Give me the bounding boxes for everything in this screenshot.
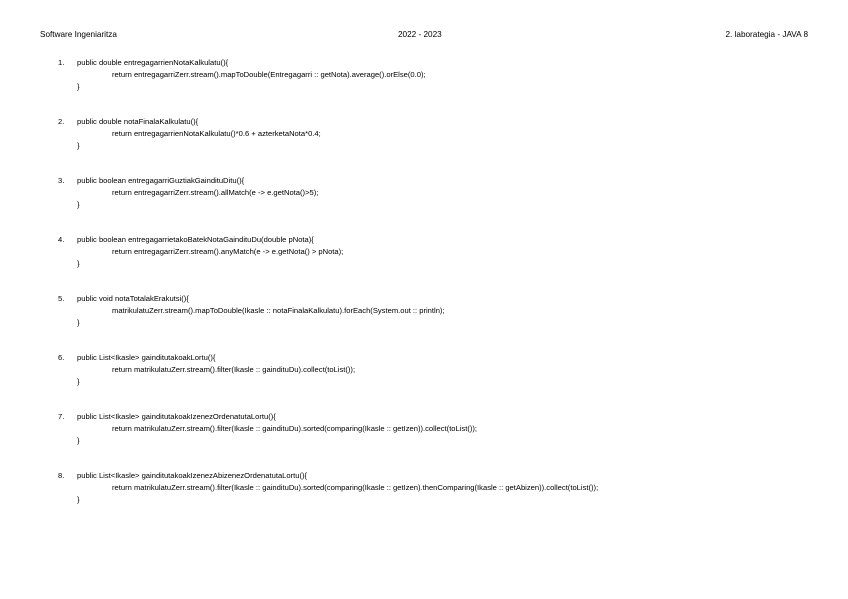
code-item-2 — [40, 116, 830, 175]
item-number: 7. — [58, 412, 65, 421]
page-header — [40, 29, 808, 41]
item-number: 4. — [58, 235, 65, 244]
method-close-brace: } — [77, 377, 80, 386]
method-signature: public void notaTotalakErakutsi(){ — [77, 294, 189, 303]
code-list — [40, 57, 830, 529]
item-number: 8. — [58, 471, 65, 480]
method-body: return entregagarriZerr.stream().anyMatch(e -> e.getNota() > pNota); — [112, 247, 344, 256]
item-number: 6. — [58, 353, 65, 362]
code-item-4 — [40, 234, 830, 293]
method-signature: public List<Ikasle> gainditutakoakLortu(){ — [77, 353, 216, 362]
method-body: matrikulatuZerr.stream().mapToDouble(Ikasle :: notaFinalaKalkulatu).forEach(System.out :: println); — [112, 306, 445, 315]
method-body: return matrikulatuZerr.stream().filter(Ikasle :: gaindituDu).collect(toList()); — [112, 365, 356, 374]
code-item-5 — [40, 293, 830, 352]
item-number: 3. — [58, 176, 65, 185]
header-course-title: Software Ingeniaritza — [40, 30, 117, 39]
method-close-brace: } — [77, 200, 80, 209]
header-lab-title: 2. laborategia - JAVA 8 — [725, 30, 808, 39]
header-academic-year: 2022 - 2023 — [398, 30, 442, 39]
method-signature: public double entregagarrienNotaKalkulatu(){ — [77, 58, 229, 67]
code-item-8 — [40, 470, 830, 529]
method-signature: public List<Ikasle> gainditutakoakIzenezAbizenezOrdenatutaLortu(){ — [77, 471, 308, 480]
method-body: return matrikulatuZerr.stream().filter(Ikasle :: gaindituDu).sorted(comparing(Ikasle :: getIzen)).collect(toList()); — [112, 424, 478, 433]
code-item-7 — [40, 411, 830, 470]
code-item-6 — [40, 352, 830, 411]
method-signature: public boolean entregagarrietakoBatekNotaGaindituDu(double pNota){ — [77, 235, 314, 244]
method-body: return entregagarriZerr.stream().allMatch(e -> e.getNota()>5); — [112, 188, 319, 197]
method-body: return matrikulatuZerr.stream().filter(Ikasle :: gaindituDu).sorted(comparing(Ikasle :: getIzen).thenComparing(Ikasle :: getAbizen)).collect(toList()); — [112, 483, 599, 492]
item-number: 2. — [58, 117, 65, 126]
item-number: 5. — [58, 294, 65, 303]
method-close-brace: } — [77, 436, 80, 445]
method-signature: public boolean entregagarriGuztiakGaindituDitu(){ — [77, 176, 245, 185]
method-close-brace: } — [77, 318, 80, 327]
item-number: 1. — [58, 58, 65, 67]
method-close-brace: } — [77, 495, 80, 504]
method-close-brace: } — [77, 141, 80, 150]
method-signature: public List<Ikasle> gainditutakoakIzenezOrdenatutaLortu(){ — [77, 412, 276, 421]
code-item-3 — [40, 175, 830, 234]
method-signature: public double notaFinalaKalkulatu(){ — [77, 117, 199, 126]
method-body: return entregagarrienNotaKalkulatu()*0.6 + azterketaNota*0.4; — [112, 129, 321, 138]
method-body: return entregagarriZerr.stream().mapToDouble(Entregagarri :: getNota).average().orElse(0.0); — [112, 70, 426, 79]
method-close-brace: } — [77, 82, 80, 91]
code-item-1 — [40, 57, 830, 116]
method-close-brace: } — [77, 259, 80, 268]
